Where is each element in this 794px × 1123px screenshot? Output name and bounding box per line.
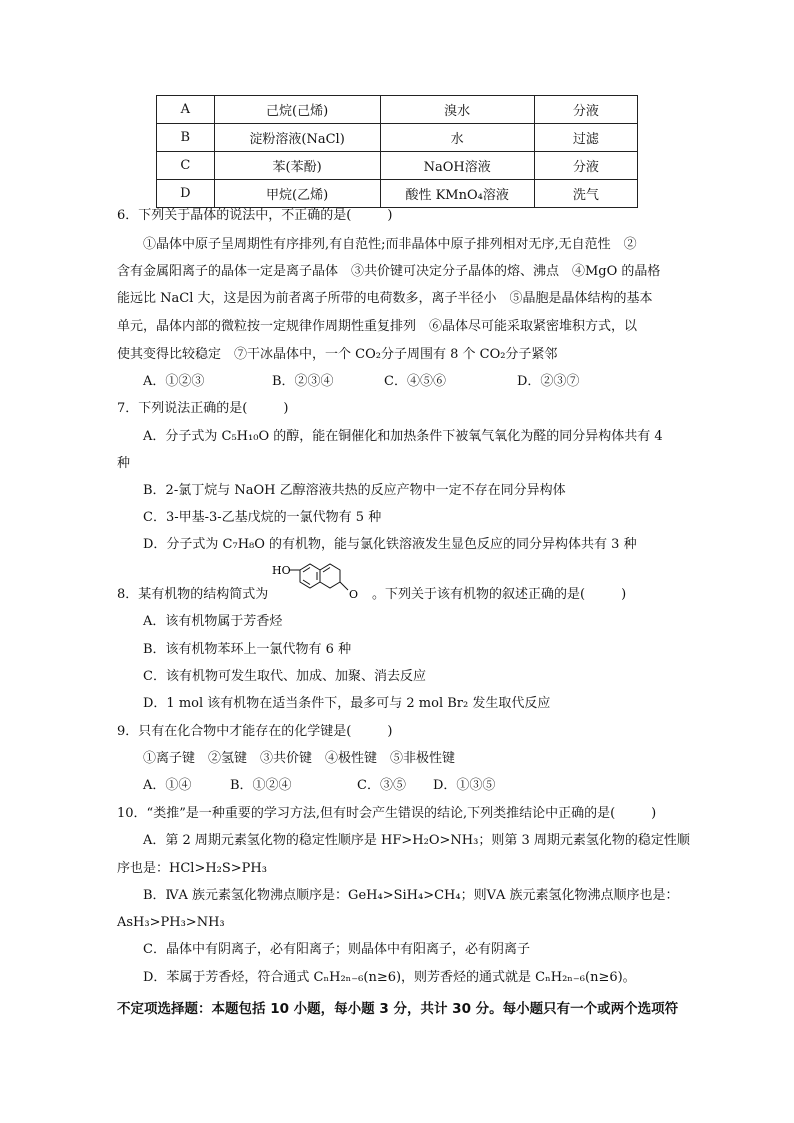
q6-stem-close: ): [387, 208, 393, 223]
table-cell: 淀粉溶液(NaCl): [214, 124, 380, 152]
table-cell: 己烷(己烯): [214, 96, 380, 124]
structure-ho-label: HO: [272, 564, 291, 577]
q10-option-c: C．晶体中有阴离子，必有阳离子；则晶体中有阳离子，必有阴离子: [143, 942, 530, 957]
q10-option-a-cont: 序也是：HCl>H₂S>PH₃: [117, 861, 267, 876]
q9-items: ①离子键 ②氢键 ③共价键 ④极性键 ⑤非极性键: [143, 751, 456, 766]
q10-stem-close: ): [651, 806, 657, 821]
q6-line: 能远比 NaCl 大，这是因为前者离子所带的电荷数多，离子半径小 ⑤晶胞是晶体结构的基本: [117, 291, 653, 306]
table-cell: 过滤: [534, 124, 637, 152]
q8-option-a: A．该有机物属于芳香烃: [143, 614, 283, 629]
q9-option-c: C．③⑤: [357, 778, 406, 793]
table-cell: 水: [380, 124, 534, 152]
q7-option-a-cont: 种: [117, 456, 131, 471]
q7-stem: [117, 395, 288, 422]
q9-option-a: A．①④: [143, 778, 192, 793]
q8-stem-text: 。下列关于该有机物的叙述正确的是(: [372, 587, 586, 602]
section-heading: 不定项选择题：本题包括 10 小题，每小题 3 分，共计 30 分。每小题只有一个或两个选项符: [117, 1001, 679, 1017]
q10-option-d: D．苯属于芳香烃，符合通式 CₙH₂ₙ₋₆(n≥6)，则芳香烃的通式就是 CₙH₂ₙ₋₆(n≥6)。: [143, 970, 636, 985]
table-cell: 溴水: [380, 96, 534, 124]
structure-formula-image: [272, 561, 368, 601]
q6-option-c: C．④⑤⑥: [384, 374, 446, 389]
q9-option-d: D．①③⑤: [433, 778, 496, 793]
table-cell: 酸性 KMnO₄溶液: [380, 180, 534, 208]
q10-option-b: B．ⅣA 族元素氢化物沸点顺序是：GeH₄>SiH₄>CH₄；则ⅤA 族元素氢化物沸点顺序也是：: [143, 888, 679, 903]
q10-stem: [117, 800, 656, 827]
q10-option-b-cont: AsH₃>PH₃>NH₃: [117, 915, 225, 930]
q9-option-b: B．①②④: [230, 778, 292, 793]
table-cell: D: [157, 180, 215, 208]
q6-stem-text: 6．下列关于晶体的说法中，不正确的是(: [117, 208, 352, 223]
q8-option-c: C．该有机物可发生取代、加成、加聚、消去反应: [143, 669, 426, 684]
q7-option-c: C．3-甲基-3-乙基戊烷的一氯代物有 5 种: [143, 510, 382, 525]
q7-option-b: B．2-氯丁烷与 NaOH 乙醇溶液共热的反应产物中一定不存在同分异构体: [143, 483, 566, 498]
q10-stem-text: 10．“类推”是一种重要的学习方法,但有时会产生错误的结论,下列类推结论中正确的是(: [117, 806, 616, 821]
q9-stem-text: 9．只有在化合物中才能存在的化学键是(: [117, 724, 352, 739]
table-cell: A: [157, 96, 215, 124]
table-cell: 甲烷(乙烯): [214, 180, 380, 208]
table-cell: 分液: [534, 152, 637, 180]
q8-option-b: B．该有机物苯环上一氯代物有 6 种: [143, 642, 352, 657]
q8-stem-post: [372, 581, 626, 608]
table-cell: NaOH溶液: [380, 152, 534, 180]
q10-option-a: A．第 2 周期元素氢化物的稳定性顺序是 HF>H₂O>NH₃；则第 3 周期元素氢化物的稳定性顺: [143, 833, 690, 848]
separation-table: [156, 95, 638, 208]
q6-line: 使其变得比较稳定 ⑦干冰晶体中，一个 CO₂分子周围有 8 个 CO₂分子紧邻: [117, 347, 558, 362]
q9-stem-close: ): [387, 724, 393, 739]
q8-stem-pre: 8．某有机物的结构简式为: [117, 587, 269, 602]
table-cell: 分液: [534, 96, 637, 124]
table-row: [157, 96, 638, 124]
q6-line: ①晶体中原子呈周期性有序排列,有自范性;而非晶体中原子排列相对无序,无自范性 ②: [143, 237, 637, 252]
q6-line: 单元，晶体内部的微粒按一定规律作周期性重复排列 ⑥晶体尽可能采取紧密堆积方式，以: [117, 319, 638, 334]
structure-o-label: O: [349, 588, 359, 601]
q7-option-a: A．分子式为 C₅H₁₀O 的醇，能在铜催化和加热条件下被氧气氧化为醛的同分异构体共有 4: [143, 429, 663, 444]
q6-line: 含有金属阳离子的晶体一定是离子晶体 ③共价键可决定分子晶体的熔、沸点 ④MgO 的晶格: [117, 264, 661, 279]
q7-stem-text: 7．下列说法正确的是(: [117, 401, 248, 416]
q7-stem-close: ): [283, 401, 289, 416]
q6-option-d: D．②③⑦: [517, 374, 580, 389]
table-cell: 苯(苯酚): [214, 152, 380, 180]
q8-option-d: D．1 mol 该有机物在适当条件下，最多可与 2 mol Br₂ 发生取代反应: [143, 696, 551, 711]
q8-stem-close: ): [621, 587, 627, 602]
table-cell: C: [157, 152, 215, 180]
table-row: [157, 152, 638, 180]
q6-option-b: B．②③④: [272, 374, 334, 389]
q9-stem: [117, 718, 392, 745]
q6-stem: [117, 202, 392, 229]
q6-option-a: A．①②③: [143, 374, 205, 389]
q7-option-d: D．分子式为 C₇H₈O 的有机物，能与氯化铁溶液发生显色反应的同分异构体共有 3 种: [143, 537, 637, 552]
table-cell: B: [157, 124, 215, 152]
table-row: [157, 124, 638, 152]
table-cell: 洗气: [534, 180, 637, 208]
